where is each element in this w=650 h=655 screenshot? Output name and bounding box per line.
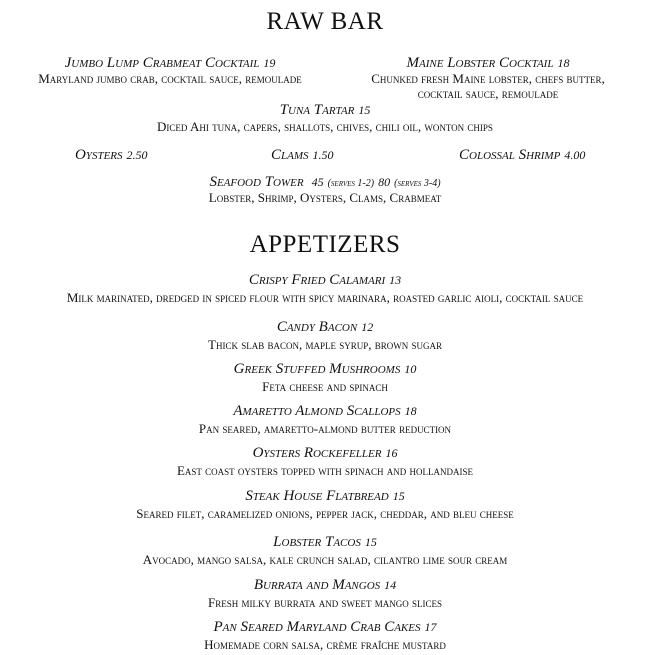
item-description: Thick slab bacon, maple syrup, brown sugar [208, 337, 442, 352]
item-description: Fresh milky burrata and sweet mango slices [207, 595, 442, 610]
item-name: Tuna Tartar [279, 102, 355, 118]
lobster-cocktail-item [328, 54, 648, 72]
item-name: Candy Bacon [276, 319, 358, 335]
item-price: 16 [385, 446, 398, 460]
item-description: Chunked fresh Maine lobster, chefs butter, [371, 71, 605, 86]
item-description: cocktail sauce, remoulade [417, 86, 559, 101]
item-name: Jumbo Lump Crabmeat Cocktail [64, 55, 260, 71]
item-price: 14 [384, 578, 397, 592]
item-price: 19 [263, 56, 276, 70]
item-price: 13 [389, 273, 402, 287]
seafood-tower-item [0, 173, 650, 191]
item-name: Maine Lobster Cocktail [406, 55, 554, 71]
item-price: 18 [557, 56, 570, 70]
item-name: Greek Stuffed Mushrooms [233, 361, 401, 377]
appetizer-item [0, 533, 650, 551]
colossal-shrimp-item [459, 146, 585, 164]
item-name: Pan Seared Maryland Crab Cakes [213, 619, 421, 635]
appetizer-item [0, 576, 650, 594]
appetizer-item [0, 271, 650, 289]
item-name: Colossal Shrimp [459, 147, 561, 163]
item-name: Crispy Fried Calamari [248, 272, 386, 288]
item-price: 15 [392, 489, 405, 503]
item-description: Maryland jumbo crab, cocktail sauce, remoulade [38, 71, 302, 86]
item-description: Seared filet, caramelized onions, pepper jack, cheddar, and bleu cheese [136, 506, 514, 521]
appetizer-item [0, 360, 650, 378]
item-price: 45 [311, 175, 324, 189]
oysters-item [75, 146, 148, 164]
item-description: Pan seared, amaretto-almond butter reduction [198, 421, 452, 436]
item-name: Burrata and Mangos [253, 577, 381, 593]
appetizer-item [0, 402, 650, 420]
item-name: Oysters [75, 147, 123, 163]
item-description: East coast oysters topped with spinach and hollandaise [176, 463, 474, 478]
serves-note: (serves 3-4) [394, 178, 441, 189]
item-description: Avocado, mango salsa, kale crunch salad, cilantro lime sour cream [142, 552, 508, 567]
item-price: 18 [404, 404, 417, 418]
item-price: 15 [364, 535, 377, 549]
item-name: Amaretto Almond Scallops [233, 403, 401, 419]
item-price: 12 [361, 320, 374, 334]
appetizer-item [0, 318, 650, 336]
item-description: Diced Ahi tuna, capers, shallots, chives, chili oil, wonton chips [157, 119, 493, 134]
item-name: Seafood Tower [209, 174, 304, 190]
item-name: Clams [271, 147, 309, 163]
tuna-tartar-item [0, 101, 650, 119]
item-price: 4.00 [564, 148, 586, 162]
item-name: Lobster Tacos [273, 534, 361, 550]
clams-item [271, 146, 334, 164]
item-price: 1.50 [312, 148, 334, 162]
appetizer-item [0, 444, 650, 462]
appetizer-item [0, 618, 650, 636]
raw-bar-title: RAW BAR [266, 8, 384, 35]
item-price: 2.50 [126, 148, 148, 162]
appetizers-title: APPETIZERS [249, 231, 401, 258]
item-description: Lobster, Shrimp, Oysters, Clams, Crabmeat [208, 190, 442, 205]
item-name: Steak House Flatbread [245, 488, 389, 504]
item-description: Homemade corn salsa, crème fraîche mustard [204, 637, 446, 652]
item-price: 10 [404, 362, 417, 376]
serves-note: (serves 1-2) [327, 178, 375, 189]
item-description: Feta cheese and spinach [262, 379, 388, 394]
item-description: Milk marinated, dredged in spiced flour with spicy marinara, roasted garlic aioli, cocktail sauce [66, 290, 584, 305]
item-price: 15 [358, 103, 371, 117]
crab-cocktail-item [0, 54, 340, 72]
appetizer-item [0, 487, 650, 505]
item-name: Oysters Rockefeller [252, 445, 382, 461]
item-price: 17 [424, 620, 437, 634]
item-price: 80 [378, 175, 391, 189]
